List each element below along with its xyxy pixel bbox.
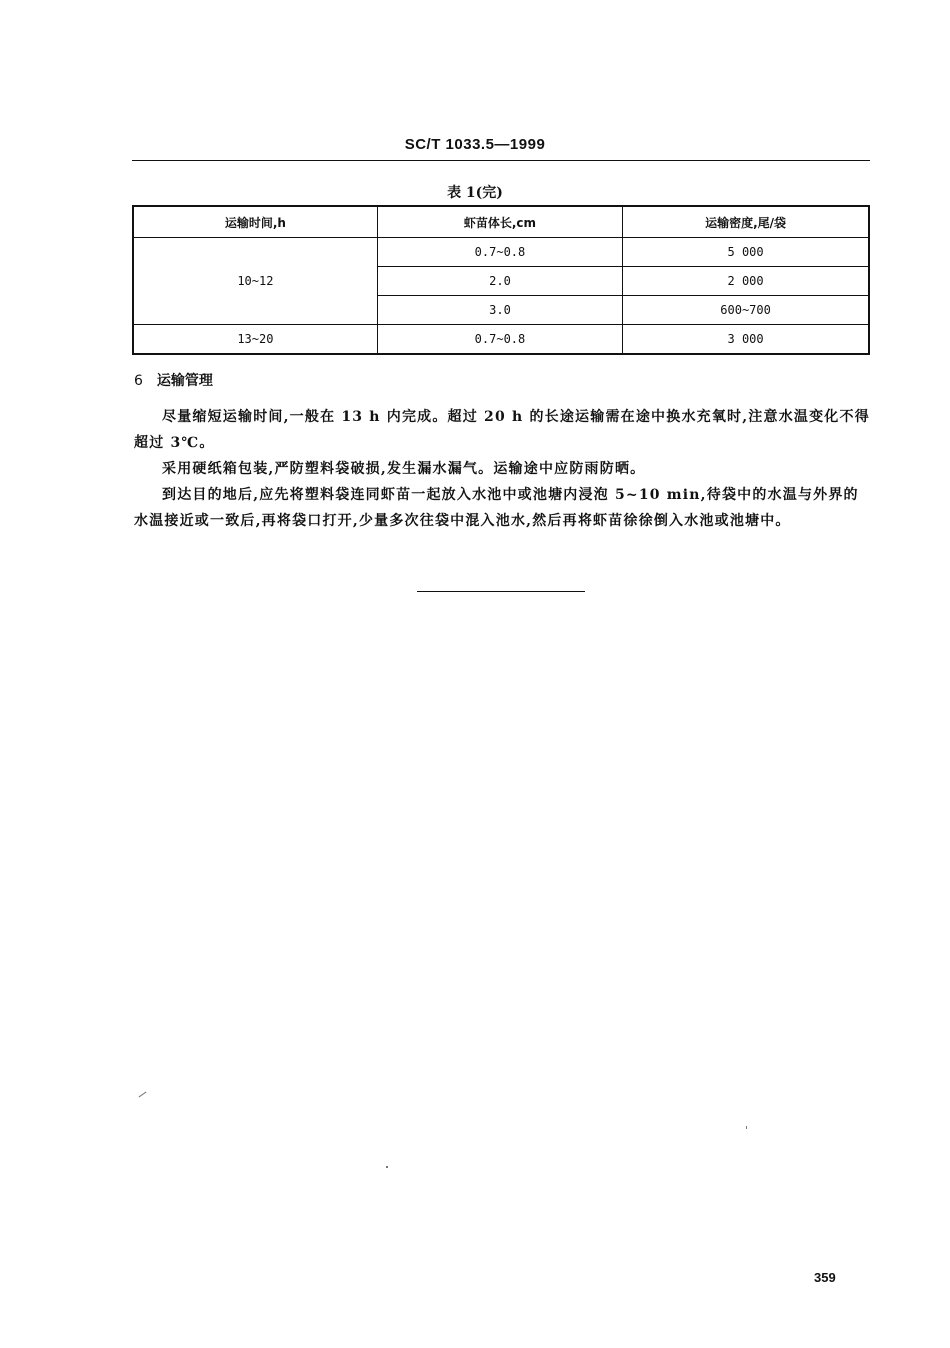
time-cell: 10~12 <box>133 238 377 325</box>
time-cell: 13~20 <box>133 325 377 355</box>
header-rule <box>132 160 870 161</box>
length-cell: 0.7~0.8 <box>377 238 622 267</box>
density-cell: 2 000 <box>623 267 869 296</box>
scan-speck <box>386 1166 388 1168</box>
page-number: 359 <box>814 1270 836 1285</box>
column-header-density: 运输密度,尾/袋 <box>623 206 869 238</box>
section-heading <box>134 370 213 390</box>
end-rule <box>417 591 585 592</box>
density-cell: 3 000 <box>623 325 869 355</box>
section-number: 6 <box>134 373 143 389</box>
paragraph-transport-time: 尽量缩短运输时间,一般在 13 h 内完成。超过 20 h 的长途运输需在途中换水充氧时,注意水温变化不得超过 3℃。 <box>134 409 870 451</box>
column-header-length: 虾苗体长,cm <box>377 206 622 238</box>
table-caption: 表 1(完) <box>447 185 503 201</box>
length-cell: 2.0 <box>377 267 622 296</box>
density-cell: 600~700 <box>623 296 869 325</box>
table-row <box>133 238 869 267</box>
transport-density-table <box>132 205 870 355</box>
column-header-time: 运输时间,h <box>133 206 377 238</box>
table-header-row <box>133 206 869 238</box>
scan-speck <box>139 1092 147 1098</box>
density-cell: 5 000 <box>623 238 869 267</box>
paragraph-packaging: 采用硬纸箱包装,严防塑料袋破损,发生漏水漏气。运输途中应防雨防晒。 <box>162 461 646 477</box>
length-cell: 3.0 <box>377 296 622 325</box>
paragraph-arrival: 到达目的地后,应先将塑料袋连同虾苗一起放入水池中或池塘内浸泡 5~10 min,待袋中的水温与外界的水温接近或一致后,再将袋口打开,少量多次往袋中混入池水,然后再将虾苗徐徐倒入水池或池塘中。 <box>134 487 859 529</box>
length-cell: 0.7~0.8 <box>377 325 622 355</box>
scan-speck <box>746 1126 747 1129</box>
table-row <box>133 325 869 355</box>
section-title: 运输管理 <box>156 373 213 389</box>
document-header-code: SC/T 1033.5—1999 <box>404 136 546 153</box>
